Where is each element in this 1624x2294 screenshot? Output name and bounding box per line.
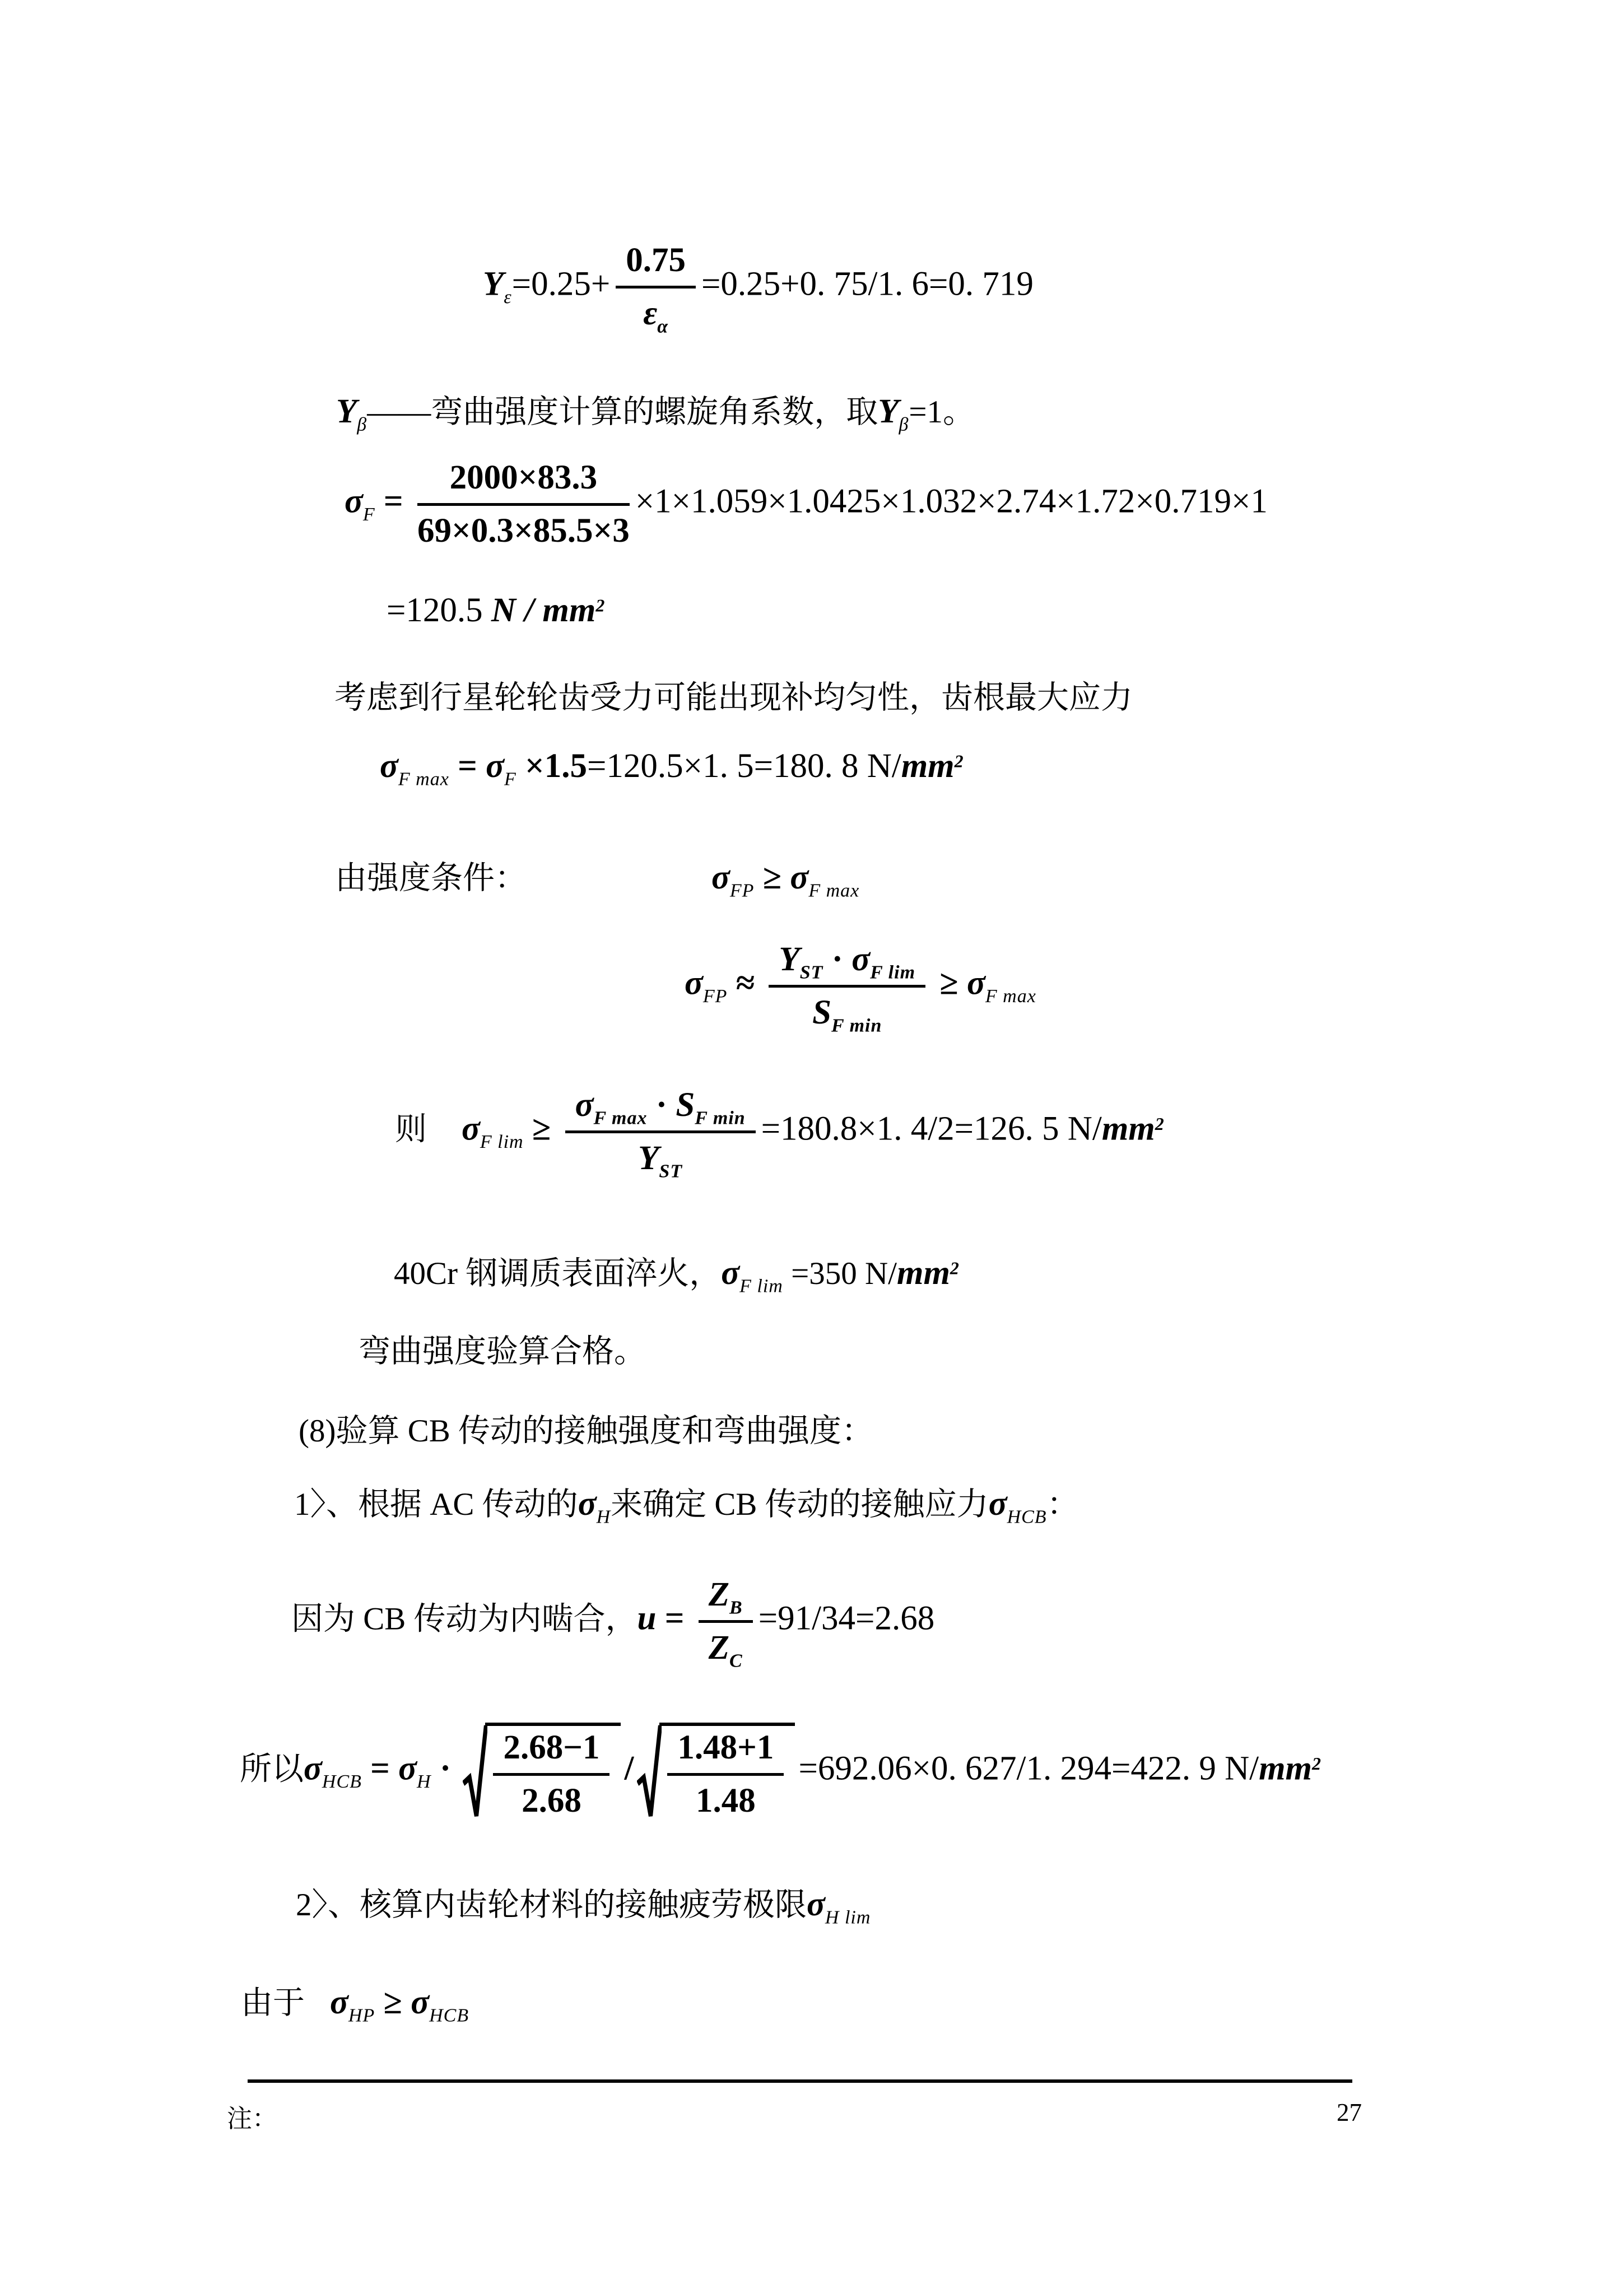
fraction xyxy=(616,241,696,337)
math-var: Y xyxy=(779,941,800,978)
dot-operator: · xyxy=(823,941,852,978)
text: 40Cr 钢调质表面淬火， xyxy=(394,1256,722,1291)
math-var: σ xyxy=(578,1485,597,1523)
frac-numerator xyxy=(699,1575,753,1623)
math-sub: F max xyxy=(593,1108,648,1129)
text: 因为 CB 传动为内啮合， xyxy=(291,1601,637,1637)
line-strength-condition xyxy=(335,858,860,901)
math-sub: F min xyxy=(695,1108,746,1129)
math-var: σ xyxy=(851,941,871,978)
unit-exponent: 2 xyxy=(595,595,605,616)
text: 考虑到行星轮轮齿受力可能出现补均匀性，齿根最大应力 xyxy=(334,680,1133,715)
unit: mm xyxy=(1101,1110,1155,1148)
unit-exponent: 2 xyxy=(1312,1753,1321,1774)
para-step-1-heading xyxy=(294,1485,1079,1528)
math-var: σ xyxy=(721,1254,740,1292)
slash-operator: / xyxy=(624,1749,634,1788)
math-var: σ xyxy=(330,1984,348,2021)
formula-sigma-F-result xyxy=(387,591,604,630)
sqrt xyxy=(463,1723,621,1821)
frac-denominator: 2.68 xyxy=(522,1782,581,1820)
text: (8)验算 CB 传动的接触强度和弯曲强度： xyxy=(299,1413,873,1449)
frac-denominator xyxy=(616,289,696,337)
equals-sign: = xyxy=(656,1599,693,1637)
math-var: σ xyxy=(575,1086,594,1124)
math-var: σ xyxy=(398,1749,417,1788)
math-var: σ xyxy=(685,964,703,1002)
frac-numerator: 2.68−1 xyxy=(493,1728,609,1776)
formula-sigma-HCB xyxy=(240,1723,1321,1821)
math-var: σ xyxy=(807,1886,825,1923)
text-then: 则 xyxy=(395,1111,427,1147)
unit: mm xyxy=(897,1254,950,1292)
math-sub: F max xyxy=(398,769,449,790)
footer-note xyxy=(227,2098,277,2134)
math-sub: F lim xyxy=(870,962,916,983)
text: 所以 xyxy=(240,1751,304,1787)
math-sub: α xyxy=(657,316,669,337)
text: 由于 xyxy=(241,1985,305,2021)
math-text: =0.25+ xyxy=(511,265,611,303)
spacer xyxy=(427,1139,462,1140)
math-sub: F xyxy=(362,504,375,525)
page-number: 27 xyxy=(1337,2098,1362,2127)
math-var: S xyxy=(676,1086,695,1124)
equals-sign: = xyxy=(449,747,486,785)
para-bending-check-pass xyxy=(359,1333,646,1370)
math-text: =692.06×0. 627/1. 294=422. 9 N/ xyxy=(798,1749,1259,1788)
frac-denominator xyxy=(699,1623,753,1672)
formula-sigma-F-max xyxy=(380,747,964,790)
math-var: σ xyxy=(345,482,363,520)
math-sub: FP xyxy=(702,985,728,1007)
frac-denominator xyxy=(565,1133,756,1182)
para-Y-beta-definition xyxy=(336,392,975,435)
frac-numerator: 2000×83.3 xyxy=(417,458,630,506)
math-sub: β xyxy=(899,414,909,435)
math-text: =120.5 xyxy=(387,592,491,629)
fraction xyxy=(667,1728,784,1821)
math-sub: β xyxy=(357,414,367,435)
para-section-8-heading xyxy=(299,1413,873,1450)
approx-sign: ≈ xyxy=(727,964,764,1002)
formula-sigma-FP-approx xyxy=(685,940,1036,1036)
dot-operator: · xyxy=(647,1086,676,1124)
math-var: σ xyxy=(790,859,809,896)
math-var: Z xyxy=(708,1629,730,1667)
math-sub: ST xyxy=(659,1161,683,1182)
line-40Cr-material xyxy=(394,1254,959,1297)
math-var: σ xyxy=(462,1110,480,1148)
math-var: σ xyxy=(380,747,398,785)
math-text: ×1×1.059×1.0425×1.032×2.74×1.72×0.719×1 xyxy=(635,482,1268,520)
fraction xyxy=(769,940,925,1036)
footer-rule xyxy=(248,2079,1352,2083)
math-text: =0.25+0. 75/1. 6=0. 719 xyxy=(701,265,1034,303)
math-var: σ xyxy=(988,1485,1007,1523)
formula-gear-ratio-u xyxy=(291,1575,935,1672)
multiplier: ×1.5 xyxy=(516,747,588,785)
equals-sign: = xyxy=(375,482,412,520)
math-sub: HCB xyxy=(322,1771,362,1792)
fraction xyxy=(417,458,630,551)
math-sub: B xyxy=(729,1597,743,1618)
text: =1。 xyxy=(909,394,975,430)
para-planet-gear-note xyxy=(334,680,1133,716)
math-var: σ xyxy=(411,1984,430,2021)
gte-sign: ≥ xyxy=(375,1984,411,2021)
text: ——弯曲强度计算的螺旋角系数，取 xyxy=(367,394,878,430)
math-var: ε xyxy=(643,295,658,333)
math-sub: F max xyxy=(985,985,1036,1007)
gte-sign: ≥ xyxy=(931,964,967,1002)
line-sigma-HP-condition xyxy=(241,1983,469,2026)
frac-numerator: 0.75 xyxy=(616,241,696,289)
math-var: Z xyxy=(708,1576,730,1613)
sqrt-radical-icon xyxy=(637,1723,662,1821)
math-sub: H lim xyxy=(825,1907,871,1928)
fraction xyxy=(493,1728,609,1821)
sqrt-radicand xyxy=(485,1723,621,1821)
text: 来确定 CB 传动的接触应力 xyxy=(611,1487,989,1522)
equals-sign: = xyxy=(361,1749,399,1788)
math-var: σ xyxy=(711,859,730,896)
text: 弯曲强度验算合格。 xyxy=(359,1334,646,1369)
math-sub: ε xyxy=(504,286,512,308)
sqrt-radicand xyxy=(659,1723,795,1821)
math-sub: HP xyxy=(348,2005,375,2026)
unit: mm xyxy=(901,747,955,785)
dot-operator: · xyxy=(431,1749,460,1788)
frac-numerator xyxy=(769,940,925,988)
text: ： xyxy=(1046,1487,1079,1522)
math-sub: C xyxy=(729,1650,743,1672)
frac-denominator xyxy=(769,988,925,1036)
text: 2〉、核算内齿轮材料的接触疲劳极限 xyxy=(296,1887,807,1923)
note-label: 注： xyxy=(227,2105,278,2133)
text: 1〉、根据 AC 传动的 xyxy=(294,1487,578,1522)
gte-sign: ≥ xyxy=(523,1110,560,1148)
math-sub: F xyxy=(504,769,516,790)
unit-exponent: 2 xyxy=(954,751,964,771)
frac-numerator: 1.48+1 xyxy=(667,1728,784,1776)
formula-sigma-F xyxy=(345,458,1268,551)
fraction xyxy=(565,1086,756,1182)
math-sub: F lim xyxy=(739,1276,783,1297)
frac-denominator: 69×0.3×85.5×3 xyxy=(417,512,630,550)
formula-Y-epsilon xyxy=(483,241,1034,337)
math-sub: H xyxy=(417,1771,431,1792)
math-text: =350 N/ xyxy=(783,1256,897,1291)
math-sub: HCB xyxy=(429,2005,469,2026)
math-sub: FP xyxy=(729,880,755,901)
fraction xyxy=(699,1575,753,1672)
unit-exponent: 2 xyxy=(1155,1114,1164,1134)
unit-exponent: 2 xyxy=(950,1258,959,1278)
math-text: =120.5×1. 5=180. 8 N/ xyxy=(587,747,901,785)
footer-page-number xyxy=(1337,2098,1362,2127)
unit: mm xyxy=(1259,1749,1312,1788)
math-sub: F min xyxy=(831,1015,882,1036)
sqrt xyxy=(637,1723,795,1821)
math-var: σ xyxy=(486,747,504,785)
math-text: =180.8×1. 4/2=126. 5 N/ xyxy=(761,1110,1102,1148)
label: 由强度条件： xyxy=(335,860,527,896)
frac-denominator: 1.48 xyxy=(696,1782,756,1820)
math-var: Y xyxy=(878,393,899,430)
gte-sign: ≥ xyxy=(754,859,790,896)
math-sub: ST xyxy=(799,962,823,983)
math-var: Y xyxy=(336,393,357,430)
math-var: Y xyxy=(483,265,504,303)
formula-sigma-F-lim xyxy=(395,1086,1164,1182)
math-sub: H xyxy=(596,1506,611,1528)
math-var: σ xyxy=(967,964,985,1002)
math-text: =91/34=2.68 xyxy=(758,1599,935,1637)
math-var: Y xyxy=(638,1139,659,1178)
math-sub: HCB xyxy=(1007,1506,1047,1528)
math-var: u xyxy=(637,1599,657,1637)
sqrt-radical-icon xyxy=(463,1723,487,1821)
para-step-2-heading xyxy=(296,1885,871,1928)
unit: N / mm xyxy=(491,592,596,629)
math-sub: F lim xyxy=(480,1131,524,1152)
math-var: S xyxy=(812,994,831,1032)
frac-numerator xyxy=(565,1086,756,1133)
math-sub: F max xyxy=(808,880,860,901)
math-var: σ xyxy=(304,1749,322,1788)
